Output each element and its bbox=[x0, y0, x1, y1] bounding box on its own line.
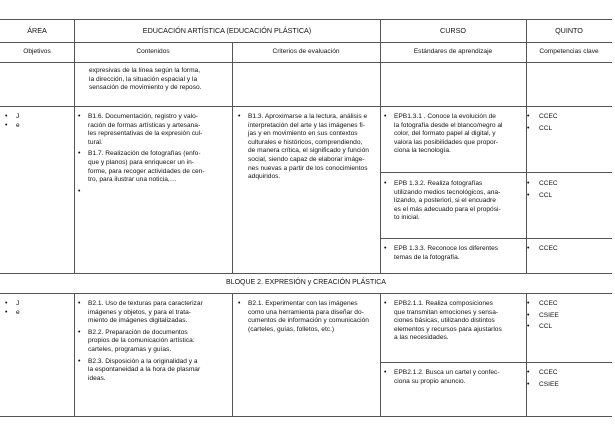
col-criterios: Criterios de evaluación bbox=[272, 48, 340, 55]
rule-std2 bbox=[380, 238, 612, 239]
col-competencias: Competencias clave bbox=[539, 48, 599, 55]
competencia-badge: • CCEC bbox=[527, 113, 607, 125]
col-line-4 bbox=[526, 19, 527, 273]
rule-block1-start bbox=[0, 106, 612, 107]
contenido-item-empty bbox=[78, 188, 230, 197]
competencias-epb133 bbox=[527, 245, 607, 257]
rule-std4 bbox=[380, 362, 612, 363]
competencia-badge: • CCEC bbox=[527, 180, 607, 192]
competencias-epb131 bbox=[527, 113, 607, 136]
col-line-2 bbox=[232, 42, 233, 273]
col-line-1b bbox=[74, 293, 75, 416]
header-course-value: QUINTO bbox=[555, 26, 583, 35]
col-estandares: Estándares de aprendizaje bbox=[413, 48, 493, 55]
col-line-1 bbox=[74, 19, 75, 273]
competencias-epb212 bbox=[527, 369, 607, 392]
objetivo-item: • e bbox=[5, 122, 65, 131]
contenido-item: • B1.7. Realización de fotografías (enfo- que y planos) para enriquecer un in- forme, para recoger actividades de cen- tro, para ilustrar una noticia,… bbox=[78, 150, 230, 184]
standard-epb132: • EPB 1.3.2. Realiza fotografías utilizando medios tecnológicos, ana- lizando, a posteriori, si el encuadre es el más adecuado para el propósi- to inicial. bbox=[384, 180, 524, 226]
competencias-epb132 bbox=[527, 180, 607, 203]
block2-contenidos bbox=[78, 300, 230, 386]
criterio-item: • B2.1. Experimentar con las imágenes como una herramienta para diseñar do- cumentos de información y comunicación (carteles, guías, folletos, etc.) bbox=[238, 300, 378, 334]
contenido-item: • B2.3. Disposición a la originalidad y a la espontaneidad a la hora de plasmar ideas. bbox=[78, 358, 230, 384]
header-area: ÁREA bbox=[27, 26, 47, 35]
rule-subheader bbox=[0, 62, 612, 63]
col-line-3 bbox=[380, 19, 381, 273]
col-line-3b bbox=[380, 293, 381, 416]
competencia-badge: • CSIEE bbox=[527, 312, 607, 324]
rule-bottom bbox=[0, 416, 612, 417]
rule-top bbox=[0, 19, 612, 20]
col-line-2b bbox=[232, 293, 233, 416]
block1-objetivos bbox=[5, 113, 65, 130]
rule-std1 bbox=[380, 172, 612, 173]
competencia-badge: • CCEC bbox=[527, 245, 607, 257]
standard-epb211: • EPB2.1.1. Realiza composiciones que transmitan emociones y sensa- ciones básicas, utilizando distintos elementos y recursos para ajustarlos a las necesidades. bbox=[384, 300, 524, 346]
rule-block1-end bbox=[0, 273, 612, 274]
competencia-badge: • CCL bbox=[527, 192, 607, 204]
block2-objetivos bbox=[5, 300, 65, 317]
block1-criterio bbox=[238, 113, 378, 185]
col-contenidos: Contenidos bbox=[136, 48, 170, 55]
competencia-badge: • CCL bbox=[527, 125, 607, 137]
contenido-item: • B2.2. Preparación de documentos propios de la comunicación artística: carteles, programas y guías. bbox=[78, 329, 230, 355]
block1-contenidos bbox=[78, 113, 230, 199]
col-objetivos: Objetivos bbox=[23, 48, 51, 55]
block2-title: BLOQUE 2. EXPRESIÓN y CREACIÓN PLÁSTICA bbox=[226, 279, 386, 286]
rule-header bbox=[0, 42, 612, 43]
objetivo-item: • e bbox=[5, 309, 65, 318]
standard-epb212: • EPB2.1.2. Busca un cartel y confec- ciona su propio anuncio. bbox=[384, 369, 524, 389]
competencias-epb211 bbox=[527, 300, 607, 335]
contenido-item: • B1.6. Documentación, registro y valo- ración de formas artísticas y artesana- les representativas de la expresión cul- tural. bbox=[78, 113, 230, 147]
competencia-badge: • CCEC bbox=[527, 369, 607, 381]
standard-epb131: • EPB1.3.1 . Conoce la evolución de la fotografía desde el blanco/negro al color, del formato papel al digital, y valora las posibilidades que propor- ciona la tecnología. bbox=[384, 113, 524, 159]
objetivo-item: • J bbox=[5, 300, 65, 309]
criterio-item: • B1.3. Aproximarse a la lectura, análisis e interpretación del arte y las imágenes fi- jas y en movimiento en sus contextos culturales e históricos, comprendiendo, de manera crítica, el significado y función social, siendo capaz de elaborar imáge- nes nuevas a partir de los conocimientos adquiridos. bbox=[238, 113, 378, 182]
standard-epb133: • EPB 1.3.3. Reconoce los diferentes temas de la fotografía. bbox=[384, 245, 524, 265]
rule-block2-title bbox=[0, 293, 612, 294]
competencia-badge: • CSIEE bbox=[527, 381, 607, 393]
competencia-badge: • CCL bbox=[527, 323, 607, 335]
objetivo-item: • J bbox=[5, 113, 65, 122]
contenido-item: • B2.1. Uso de texturas para caracterizar imágenes y objetos, y para el trata- miento de imágenes digitalizadas. bbox=[78, 300, 230, 326]
header-subject: EDUCACIÓN ARTÍSTICA (EDUCACIÓN PLÁSTICA) bbox=[142, 26, 312, 35]
competencia-badge: • CCEC bbox=[527, 300, 607, 312]
header-course-label: CURSO bbox=[440, 26, 466, 35]
continued-content: expresivas de la línea según la forma, la dirección, la situación espacial y la sensación de movimiento y de reposo. bbox=[89, 67, 202, 92]
block2-criterio bbox=[238, 300, 378, 337]
